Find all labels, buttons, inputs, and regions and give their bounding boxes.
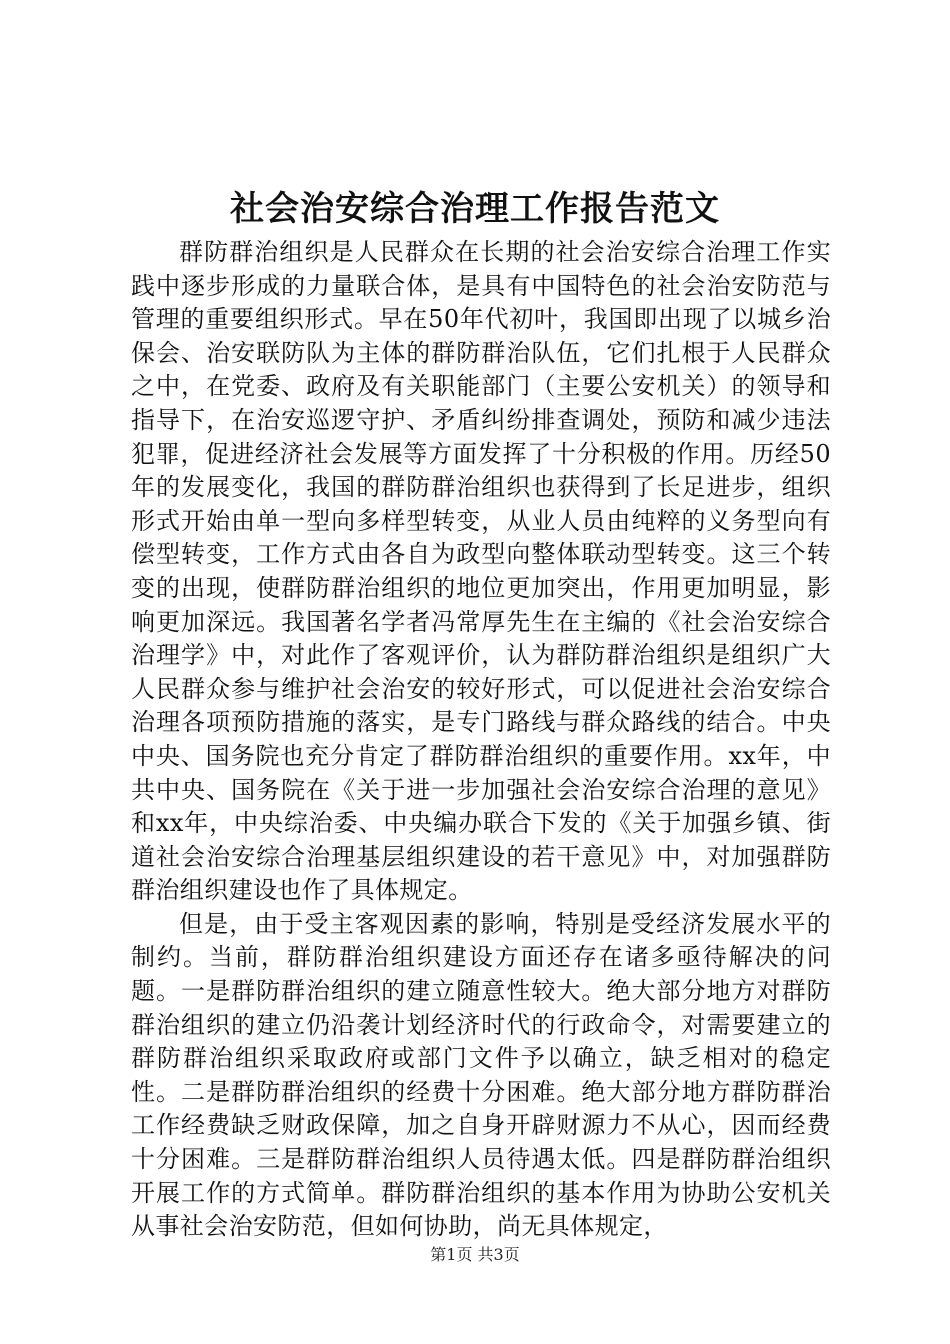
document-body bbox=[131, 236, 831, 1244]
paragraph-2: 但是，由于受主客观因素的影响，特别是受经济发展水平的制约。当前，群防群治组织建设方面还存在诸多亟待解决的问题。一是群防群治组织的建立随意性较大。绝大部分地方对群防群治组织的建立仍沿袭计划经济时代的行政命令，对需要建立的群防群治组织采取政府或部门文件予以确立，缺乏相对的稳定性。二是群防群治组织的经费十分困难。绝大部分地方群防群治工作经费缺乏财政保障，加之自身开辟财源力不从心，因而经费十分困难。三是群防群治组织人员待遇太低。四是群防群治组织开展工作的方式简单。群防群治组织的基本作用为协助公安机关从事社会治安防范，但如何协助，尚无具体规定， bbox=[131, 909, 831, 1241]
paragraph-1: 群防群治组织是人民群众在长期的社会治安综合治理工作实践中逐步形成的力量联合体，是具有中国特色的社会治安防范与管理的重要组织形式。早在50年代初叶，我国即出现了以城乡治保会、治安联防队为主体的群防群治队伍，它们扎根于人民群众之中，在党委、政府及有关职能部门（主要公安机关）的领导和指导下，在治安巡逻守护、矛盾纠纷排查调处，预防和减少违法犯罪，促进经济社会发展等方面发挥了十分积极的作用。历经50年的发展变化，我国的群防群治组织也获得到了长足进步，组织形式开始由单一型向多样型转变，从业人员由纯粹的义务型向有偿型转变，工作方式由各自为政型向整体联动型转变。这三个转变的出现，使群防群治组织的地位更加突出，作用更加明显，影响更加深远。我国著名学者冯常厚先生在主编的《社会治安综合治理学》中，对此作了客观评价，认为群防群治组织是组织广大人民群众参与维护社会治安的较好形式，可以促进社会治安综合治理各项预防措施的落实，是专门路线与群众路线的结合。中央中央、国务院也充分肯定了群防群治组织的重要作用。xx年，中共中央、国务院在《关于进一步加强社会治安综合治理的意见》和xx年，中央综治委、中央编办联合下发的《关于加强乡镇、街道社会治安综合治理基层组织建设的若干意见》中，对加强群防群治组织建设也作了具体规定。 bbox=[131, 238, 831, 905]
document-title: 社会治安综合治理工作报告范文 bbox=[230, 189, 720, 229]
page-number-footer: 第1页 共3页 bbox=[430, 1245, 520, 1264]
